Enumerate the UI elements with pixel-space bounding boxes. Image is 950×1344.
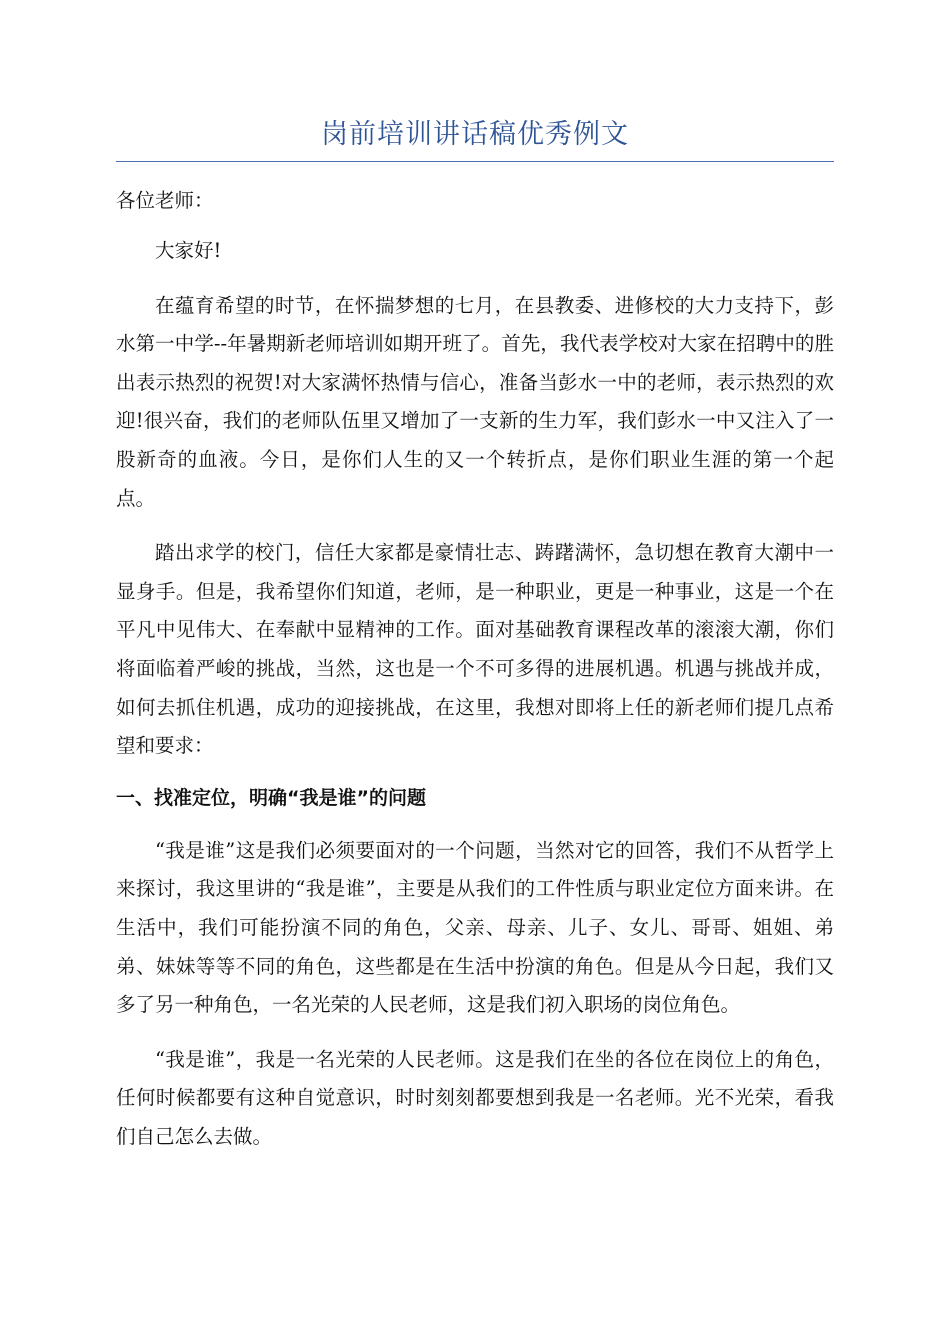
document-page: [116, 0, 834, 1156]
document-title: 岗前培训讲话稿优秀例文: [321, 119, 629, 150]
greeting-line: 大家好!: [155, 239, 222, 262]
section-1-paragraph-2: “我是谁”，我是一名光荣的人民老师。这是我们在坐的各位在岗位上的角色，任何时候都要有这种自觉意识，时时刻刻都要想到我是一名老师。光不光荣，看我们自己怎么去做。: [116, 1047, 834, 1148]
section-1-paragraph-1: “我是谁”这是我们必须要面对的一个问题，当然对它的回答，我们不从哲学上来探讨，我这里讲的“我是谁”，主要是从我们的工件性质与职业定位方面来讲。在生活中，我们可能扮演不同的角色，父亲、母亲、儿子、女儿、哥哥、姐姐、弟弟、妹妹等等不同的角色，这些都是在生活中扮演的角色。但是从今日起，我们又多了另一种角色，一名光荣的人民老师，这是我们初入职场的岗位角色。: [116, 838, 834, 1017]
section-heading-1: 一、找准定位，明确“我是谁”的问题: [116, 786, 426, 809]
title-underline: [116, 161, 834, 162]
body-paragraph-opening: 在蕴育希望的时节，在怀揣梦想的七月，在县教委、进修校的大力支持下，彭水第一中学--年暑期新老师培训如期开班了。首先，我代表学校对大家在招聘中的胜出表示热烈的祝贺!对大家满怀热情与信心，准备当彭水一中的老师，表示热烈的欢迎!很兴奋，我们的老师队伍里又增加了一支新的生力军，我们彭水一中又注入了一股新奇的血液。今日，是你们人生的又一个转折点，是你们职业生涯的第一个起点。: [116, 293, 834, 510]
salutation: 各位老师：: [116, 189, 214, 212]
body-paragraph-expectations: 踏出求学的校门，信任大家都是豪情壮志、踌躇满怀，急切想在教育大潮中一显身手。但是，我希望你们知道，老师，是一种职业，更是一种事业，这是一个在平凡中见伟大、在奉献中显精神的工作。面对基础教育课程改革的滚滚大潮，你们将面临着严峻的挑战，当然，这也是一个不可多得的进展机遇。机遇与挑战并成，如何去抓住机遇，成功的迎接挑战，在这里，我想对即将上任的新老师们提几点希望和要求：: [116, 541, 834, 758]
